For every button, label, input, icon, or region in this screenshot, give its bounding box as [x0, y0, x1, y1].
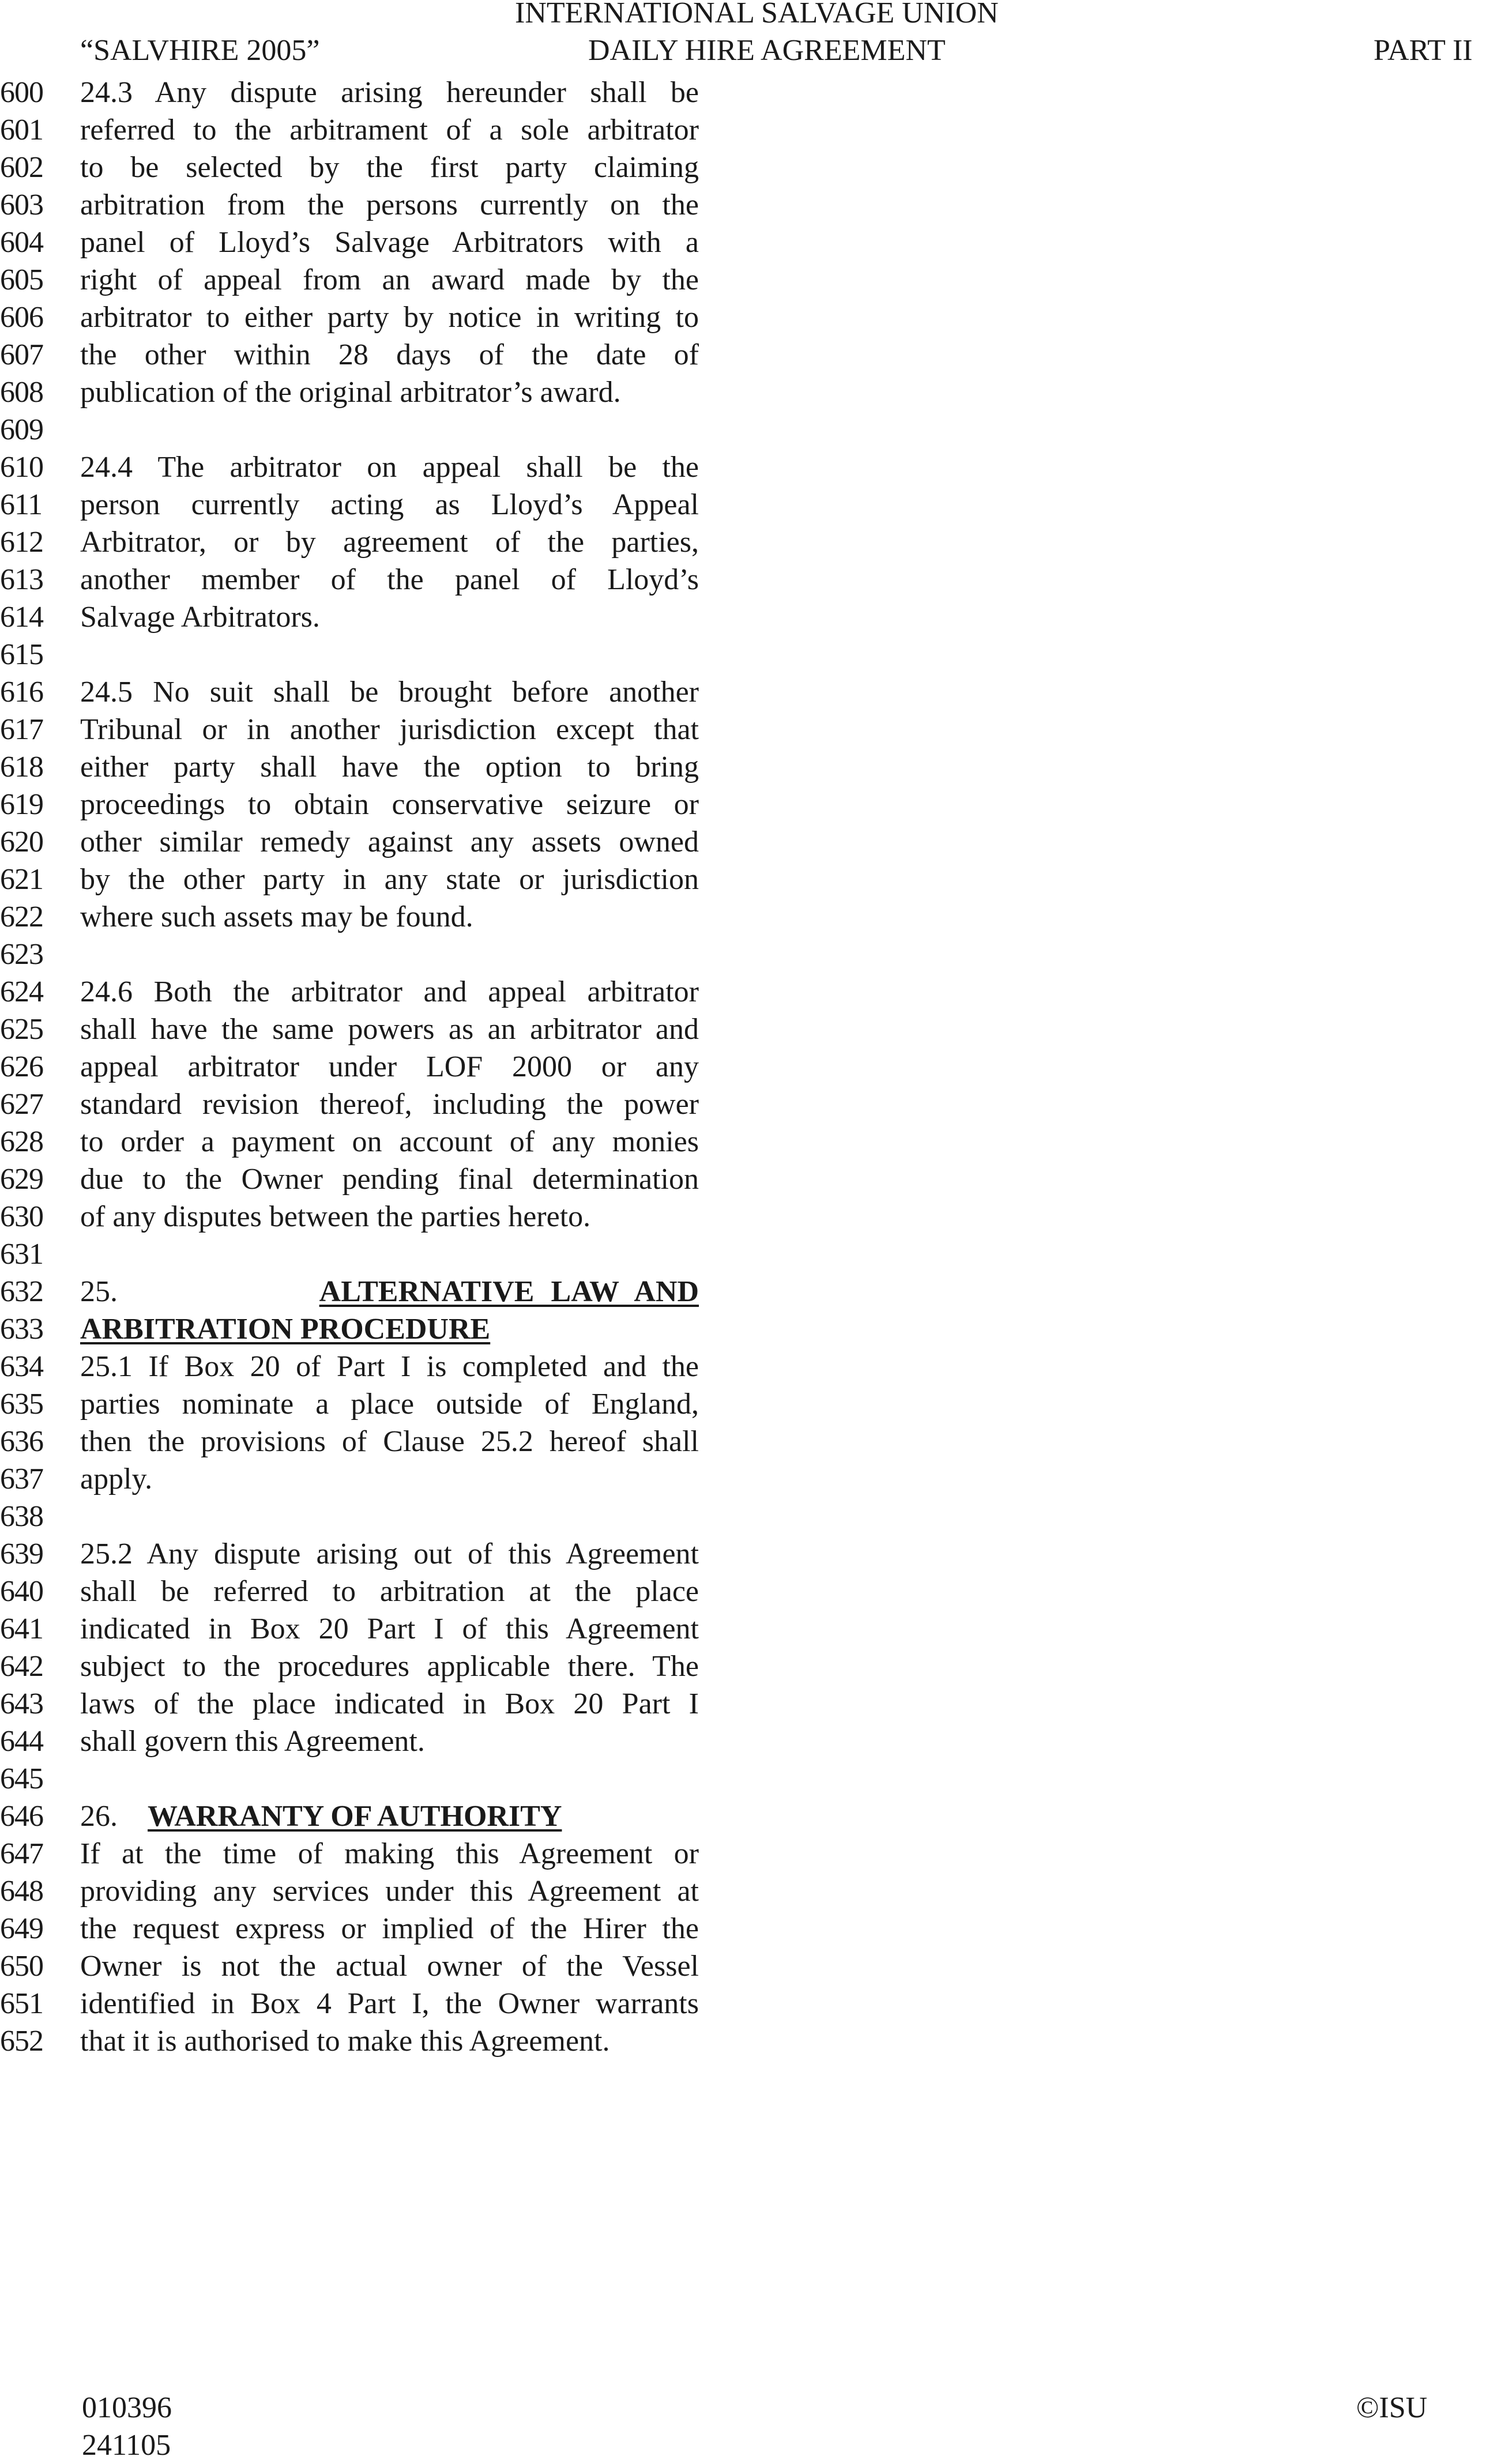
- clause-26-spacer: [125, 1800, 140, 1833]
- text-line: to be selected by the first party claiming: [80, 151, 699, 184]
- line-number: 644: [0, 1725, 43, 1758]
- text-line: 25.1 If Box 20 of Part I is completed and the: [80, 1350, 699, 1383]
- line-number: 620: [0, 826, 43, 858]
- blank-line: [80, 1498, 699, 1535]
- text-line: appeal arbitrator under LOF 2000 or any: [80, 1050, 699, 1083]
- blank-line: [80, 636, 699, 673]
- line-number: 615: [0, 638, 43, 671]
- text-line: referred to the arbitrament of a sole arbitrator: [80, 114, 699, 146]
- text-line: the other within 28 days of the date of: [80, 338, 699, 371]
- line-number: 606: [0, 301, 43, 334]
- text-line: parties nominate a place outside of England,: [80, 1388, 699, 1421]
- line-numbers: [0, 74, 53, 2060]
- text-line: the request express or implied of the Hirer the: [80, 1912, 699, 1945]
- clause-25-number: 25.: [80, 1275, 118, 1308]
- text-line: right of appeal from an award made by the: [80, 263, 699, 296]
- line-number: 641: [0, 1612, 43, 1645]
- line-number: 611: [0, 488, 43, 521]
- clause-25-heading-line-1: [80, 1273, 699, 1310]
- text-line: apply.: [80, 1463, 153, 1495]
- header-title: DAILY HIRE AGREEMENT: [588, 34, 946, 67]
- line-number: 632: [0, 1275, 43, 1308]
- text-line: due to the Owner pending final determination: [80, 1163, 699, 1196]
- clause-26-body: [80, 1835, 699, 2060]
- text-line: providing any services under this Agreement at: [80, 1875, 699, 1908]
- clause-24-5: [80, 673, 699, 936]
- line-number: 627: [0, 1088, 43, 1121]
- line-number: 636: [0, 1425, 43, 1458]
- line-number: 614: [0, 601, 43, 634]
- clause-26-number: 26.: [80, 1800, 118, 1833]
- text-line: Salvage Arbitrators.: [80, 601, 320, 634]
- line-number: 603: [0, 189, 43, 221]
- text-line: Owner is not the actual owner of the Vessel: [80, 1950, 699, 1983]
- blank-line: [80, 1760, 699, 1798]
- line-number: 605: [0, 263, 43, 296]
- body-column: [80, 74, 699, 2060]
- line-number: 613: [0, 563, 43, 596]
- clause-25-1: [80, 1348, 699, 1498]
- clause-25-heading-text-1: ALTERNATIVE LAW AND: [319, 1275, 699, 1308]
- line-number: 602: [0, 151, 43, 184]
- line-number: 643: [0, 1687, 43, 1720]
- text-line: subject to the procedures applicable there. The: [80, 1650, 699, 1683]
- text-line: panel of Lloyd’s Salvage Arbitrators with a: [80, 226, 699, 259]
- text-line: If at the time of making this Agreement or: [80, 1837, 699, 1870]
- footer-code-1: 010396: [82, 2391, 172, 2424]
- line-number: 612: [0, 526, 43, 559]
- line-number: 640: [0, 1575, 43, 1608]
- text-line: shall be referred to arbitration at the place: [80, 1575, 699, 1608]
- text-line: Tribunal or in another jurisdiction except that: [80, 713, 699, 746]
- text-line: arbitrator to either party by notice in writing to: [80, 301, 699, 334]
- line-number: 616: [0, 676, 43, 709]
- line-number: 621: [0, 863, 43, 896]
- text-line: 24.4 The arbitrator on appeal shall be the: [80, 451, 699, 484]
- header-organization: INTERNATIONAL SALVAGE UNION: [515, 0, 999, 29]
- text-line: standard revision thereof, including the power: [80, 1088, 699, 1121]
- line-number: 623: [0, 938, 43, 971]
- text-line: identified in Box 4 Part I, the Owner warrants: [80, 1987, 699, 2020]
- line-number: 634: [0, 1350, 43, 1383]
- header-form-name: “SALVHIRE 2005”: [80, 34, 320, 67]
- text-line: 24.3 Any dispute arising hereunder shall be: [80, 76, 699, 109]
- text-line: 24.5 No suit shall be brought before another: [80, 676, 699, 709]
- line-number: 639: [0, 1538, 43, 1570]
- text-line: publication of the original arbitrator’s award.: [80, 376, 621, 409]
- clause-26-heading: WARRANTY OF AUTHORITY: [148, 1800, 562, 1833]
- text-line: then the provisions of Clause 25.2 hereof shall: [80, 1425, 699, 1458]
- line-number: 645: [0, 1762, 43, 1795]
- header-part: PART II: [1374, 34, 1473, 67]
- line-number: 610: [0, 451, 43, 484]
- line-number: 633: [0, 1313, 43, 1346]
- text-line: proceedings to obtain conservative seizure or: [80, 788, 699, 821]
- line-number: 608: [0, 376, 43, 409]
- text-line: Arbitrator, or by agreement of the parties,: [80, 526, 699, 559]
- text-line: another member of the panel of Lloyd’s: [80, 563, 699, 596]
- line-number: 651: [0, 1987, 43, 2020]
- line-number: 635: [0, 1388, 43, 1421]
- text-line: either party shall have the option to bring: [80, 751, 699, 783]
- text-line: where such assets may be found.: [80, 901, 473, 933]
- text-line: indicated in Box 20 Part I of this Agreement: [80, 1612, 699, 1645]
- line-number: 649: [0, 1912, 43, 1945]
- text-line: shall govern this Agreement.: [80, 1725, 425, 1758]
- line-number: 609: [0, 413, 43, 446]
- line-number: 626: [0, 1050, 43, 1083]
- clause-24-3: [80, 74, 699, 411]
- clause-25-heading: [80, 1273, 699, 1348]
- text-line: 24.6 Both the arbitrator and appeal arbitrator: [80, 975, 699, 1008]
- line-number: 619: [0, 788, 43, 821]
- clause-24-6: [80, 973, 699, 1235]
- line-number: 624: [0, 975, 43, 1008]
- line-number: 601: [0, 114, 43, 146]
- text-line: laws of the place indicated in Box 20 Part I: [80, 1687, 699, 1720]
- text-line: other similar remedy against any assets owned: [80, 826, 699, 858]
- line-number: 628: [0, 1125, 43, 1158]
- clause-26-heading-line: [80, 1798, 699, 1835]
- line-number: 637: [0, 1463, 43, 1495]
- line-number: 604: [0, 226, 43, 259]
- text-line: shall have the same powers as an arbitrator and: [80, 1013, 699, 1046]
- line-number: 638: [0, 1500, 43, 1533]
- clause-24-4: [80, 449, 699, 636]
- line-number: 631: [0, 1238, 43, 1271]
- text-line: 25.2 Any dispute arising out of this Agreement: [80, 1538, 699, 1570]
- text-line: to order a payment on account of any monies: [80, 1125, 699, 1158]
- line-number: 625: [0, 1013, 43, 1046]
- text-line: person currently acting as Lloyd’s Appeal: [80, 488, 699, 521]
- footer-code-2: 241105: [82, 2429, 171, 2462]
- line-number: 600: [0, 76, 43, 109]
- line-number: 617: [0, 713, 43, 746]
- line-number: 622: [0, 901, 43, 933]
- clause-25-heading-line-2: [80, 1310, 699, 1348]
- text-line: of any disputes between the parties hereto.: [80, 1200, 591, 1233]
- text-line: by the other party in any state or jurisdiction: [80, 863, 699, 896]
- line-number: 652: [0, 2025, 43, 2058]
- line-number: 646: [0, 1800, 43, 1833]
- line-number: 607: [0, 338, 43, 371]
- line-number: 648: [0, 1875, 43, 1908]
- clause-25-heading-text-2: ARBITRATION PROCEDURE: [80, 1313, 491, 1346]
- line-number: 629: [0, 1163, 43, 1196]
- blank-line: [80, 936, 699, 973]
- text-line: that it is authorised to make this Agreement.: [80, 2025, 610, 2058]
- blank-line: [80, 411, 699, 449]
- line-number: 650: [0, 1950, 43, 1983]
- text-line: arbitration from the persons currently on the: [80, 189, 699, 221]
- clause-25-spacer: [134, 1275, 302, 1308]
- line-number: 642: [0, 1650, 43, 1683]
- clause-25-2: [80, 1535, 699, 1760]
- blank-line: [80, 1235, 699, 1273]
- line-number: 647: [0, 1837, 43, 1870]
- line-number: 630: [0, 1200, 43, 1233]
- footer-copyright: ©ISU: [1356, 2391, 1428, 2424]
- line-number: 618: [0, 751, 43, 783]
